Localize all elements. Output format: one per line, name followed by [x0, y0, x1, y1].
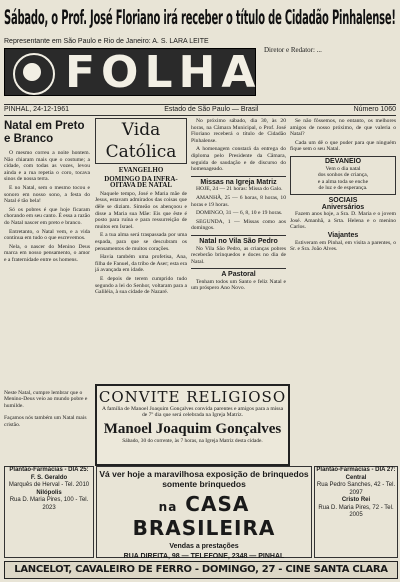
article-paragraph: E depois de terem cumprido tudo segundo a lei do Senhor, voltaram para a Galiléia, à sua cidade de Nazaré. [95, 275, 187, 296]
convite-body: A família de Manoel Joaquim Gonçalves convida parentes e amigos para a missa de 7º dia que será celebrada na Igreja Matriz. [101, 406, 284, 419]
article-paragraph: Só os pobres é que hoje ficaram chorando em seu canto. É essa a razão do Natal nascer em preto e branco. [4, 206, 90, 226]
poem-line: Vem o dia natal [325, 165, 361, 172]
divider [191, 235, 286, 236]
masthead [4, 36, 396, 104]
mass-title: Missas na Igreja Matriz [200, 178, 277, 186]
section-subhead: DOMINGO DA INFRA-OITAVA DE NATAL [104, 174, 178, 190]
section-title: Vida Católica [95, 118, 187, 164]
socials-subtitle-2: Viajantes [327, 231, 359, 239]
ad-side-text: Vendas a prestações [169, 543, 239, 550]
socials-text: Fazem anos hoje, a Sra. D. Maria e o jovem José. Amanhã, a Srta. Helena e o menino Carlos. [290, 211, 396, 231]
convite-footer: Sábado, 30 do corrente, às 7 horas, na Igreja Matriz desta cidade. [122, 437, 263, 444]
column-news [191, 118, 286, 381]
ad-store-label: CASA BRASILEIRA [132, 492, 276, 540]
seal-icon [13, 53, 55, 95]
poem-box [290, 156, 396, 195]
dateline [4, 104, 396, 116]
pastoral-text: Tenham todos um Santo e feliz Natal e um próspero Ano Novo. [191, 278, 286, 292]
poem-title: DEVANEIO [324, 157, 362, 165]
masthead-right-text: Diretor e Redator: ... [264, 46, 322, 54]
article-paragraph: Neste Natal, cumpre lembrar que o Menino-Deus veio ao mundo pobre e humilde. [4, 389, 88, 409]
poem-line: e a alma toda se enche [317, 178, 369, 185]
column-right [290, 118, 396, 428]
lower-left-article [4, 384, 90, 464]
pharmacy-title: Plantão-Farmácias - DIA 25: [9, 467, 89, 473]
socials-title: SOCIAIS [328, 196, 358, 204]
section-subtitle: EVANGELHO [118, 166, 164, 174]
pharmacy-line: Rua Pedro Sanches, 42 - Tel. 2097 [316, 482, 396, 496]
pharmacy-line: Rua D. Maria Pires, 100 - Tel. 2023 [9, 497, 89, 511]
masthead-subtitle: Representante em São Paulo e Rio de Janeiro: A. S. LARA LEITE [4, 38, 209, 45]
dateline-right: Número 1060 [353, 106, 396, 113]
pharmacy-ad-left [4, 466, 94, 558]
article-paragraph: Se não fôssemos, no entanto, os melhores amigos de nosso próximo, de que valeria o Natal? [290, 118, 396, 138]
ad-headline: Vá ver hoje a maravilhosa exposição de brinquedos somente brinquedos [99, 469, 309, 489]
mass-line: AMANHÃ, 25 — 6 horas, 8 horas, 10 horas e 19 horas. [191, 194, 286, 208]
dateline-center: Estado de São Paulo — Brasil [164, 106, 259, 113]
article-paragraph: E no Natal, sem o mesmo tocou e sonoro em nosso sono, a festa do Natal é tão bela! [4, 184, 90, 205]
poem-line: de luz e de esperança. [318, 185, 368, 192]
article-paragraph: Cada um dê o que puder para que ninguém fique sem o seu Natal. [290, 139, 396, 153]
pastoral-title: A Pastoral [221, 271, 256, 279]
article-paragraph: Havia também uma profetisa, Ana, filha de Fanuel, da tribo de Aser; esta era já avançada em idade. [95, 254, 187, 274]
divider [191, 176, 286, 177]
mass-line: HOJE, 24 — 21 horas: Missa do Galo. [196, 186, 283, 193]
masthead-logo [4, 47, 262, 98]
notice-text: No Vila São Pedro, as crianças pobres receberão brinquedos e doces no dia de Natal. [191, 245, 286, 265]
pharmacy-line: Marquês de Herval - Tel. 2010 [8, 482, 90, 488]
pharmacy-ad-right [314, 466, 398, 558]
article-title: Natal em Preto e Branco [4, 120, 85, 145]
dateline-left: PINHAL, 24-12-1961 [4, 106, 69, 113]
convite-name: Manoel Joaquim Gonçalves [103, 420, 282, 437]
ad-store-name [97, 492, 311, 540]
poem-line: dos sonhos de criança, [317, 172, 369, 179]
column-vida-catolica [95, 118, 187, 381]
pharmacy-line: Cristo Rei [341, 497, 371, 503]
socials-subtitle: Aniversários [321, 203, 365, 211]
ad-address: RUA DIREITA, 98 — TELEFONE, 2348 — PINHAL [123, 553, 285, 560]
article-paragraph: E a tua alma será traspassada por uma espada, para que se descubram os pensamentos de muitos corações. [95, 232, 187, 252]
socials-text-2: Estiveram em Pinhal, em visita a parentes, o Sr. e Sra. João Alves. [290, 239, 396, 253]
article-paragraph: Naquele tempo, José e Maria mãe de Jesus, estavam admirados das coisas que dêle se diziam. Simeão os abençoou e disse a Maria sua Mãe: Eis que êste é posto para ruína e para ressurreição de muitos em Israel. [95, 190, 187, 230]
article-paragraph: O mesmo correu a noite hontem. Não chiaram mais que o costume; a cidade, com todas as vozes, levou ainda e a rua repetia o coro, tocava sinos de nossa terra. [4, 150, 90, 183]
convite-title: CONVITE RELIGIOSO [98, 388, 287, 406]
cinema-footer-banner: LANCELOT, CAVALEIRO DE FERRO - DOMINGO, 27 - CINE SANTA CLARA [4, 561, 398, 579]
article-paragraph: No próximo sábado, dia 30, às 20 horas, na Câmara Municipal, o Prof. José Floriano receberá o título de Cidadão Pinhalense. [191, 118, 286, 144]
masthead-logo-text: FOLHA [65, 47, 262, 98]
pharmacy-line: Central [345, 474, 367, 481]
article-paragraph: Entretanto, o Natal vem, e a vida continua em tudo o que escrevemos. [4, 228, 90, 242]
mass-line: SEGUNDA, 1 — Missas como aos domingos. [191, 218, 286, 232]
column-natal [4, 118, 90, 381]
article-paragraph: A homenagem constará da entrega do diploma pelo Presidente da Câmara, seguida de saudação e de discurso do homenageado. [191, 146, 286, 173]
pharmacy-line: Nilópolis [36, 489, 62, 496]
mass-line: DOMINGO, 31 — 6, 8, 10 e 19 horas. [196, 210, 283, 217]
pharmacy-line: F. S. Geraldo [30, 474, 68, 481]
convite-box [95, 384, 290, 466]
pharmacy-title: Plantão-Farmácias - DIA 27: [316, 467, 396, 473]
ad-store-prefix: na [158, 500, 178, 514]
pharmacy-line: Rua D. Maria Pires, 72 - Tel. 2005 [318, 504, 394, 518]
divider [191, 268, 286, 269]
article-paragraph: Nela, o nascer do Menino Deus marca em nosso pensamento, o amor e a fraternidade entre os homens. [4, 243, 90, 263]
article-paragraph: Façamos nós também um Natal mais cristão. [4, 414, 87, 428]
ads-row [4, 466, 396, 560]
casa-brasileira-ad [96, 466, 312, 558]
notice-title: Natal no Vila São Pedro [199, 237, 278, 245]
headline: Sábado, o Prof. José Floriano irá receber o título de Cidadão Pinhalense! [4, 6, 396, 29]
